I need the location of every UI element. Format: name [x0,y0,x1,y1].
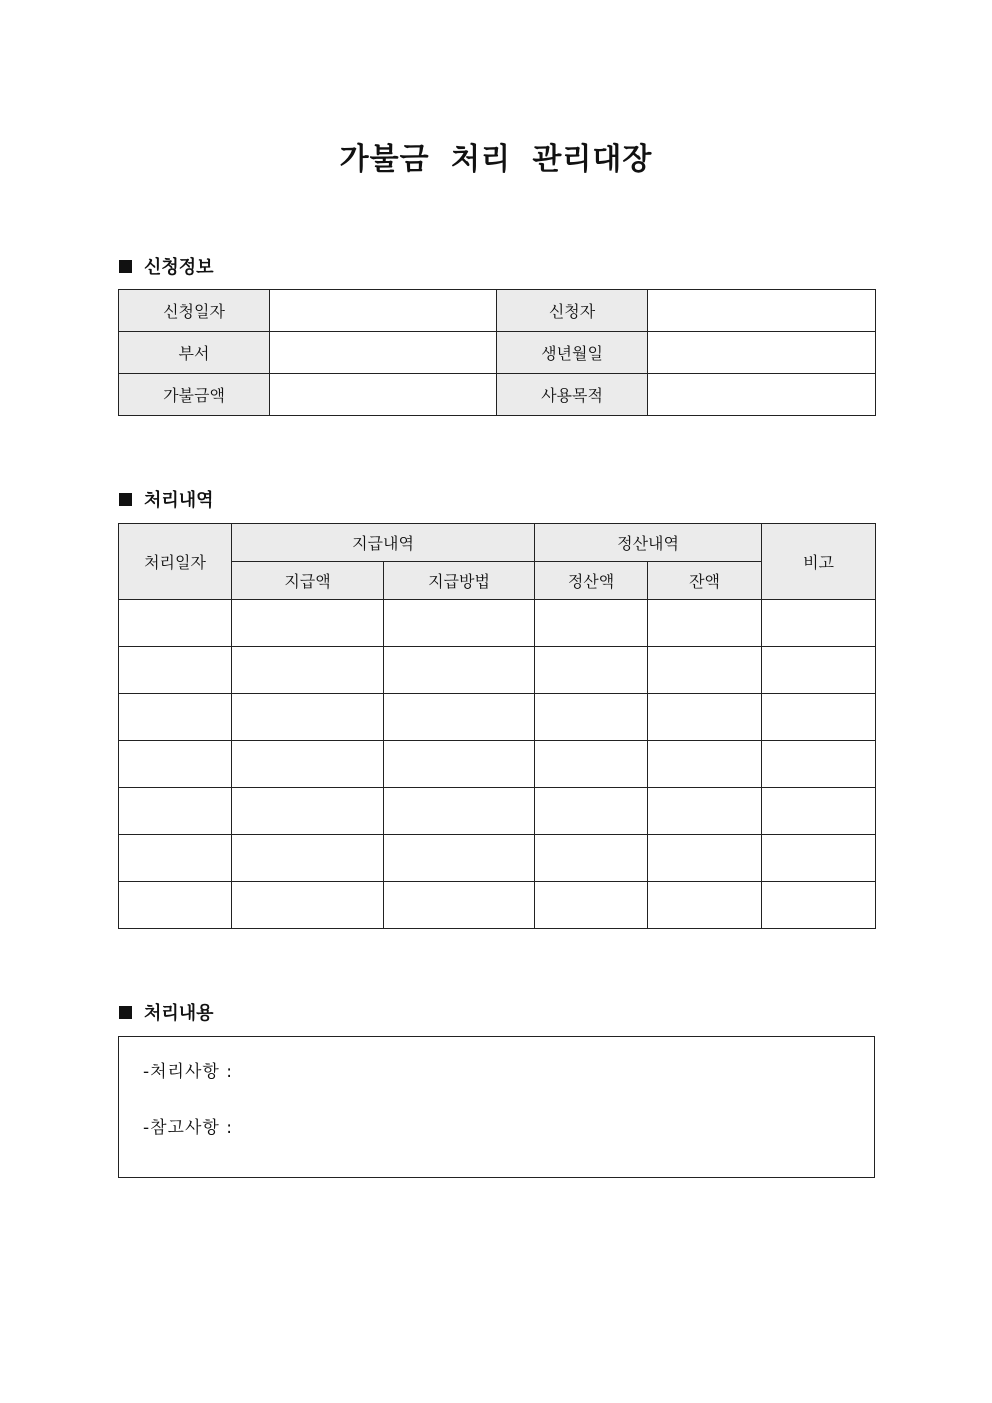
table-row [119,600,876,647]
value-cell-applicant[interactable] [648,290,876,332]
table-cell[interactable] [535,882,648,929]
header-balance: 잔액 [648,562,762,600]
table-cell[interactable] [535,647,648,694]
header-settlement-group: 정산내역 [535,524,762,562]
table-cell[interactable] [535,694,648,741]
info-row [119,374,876,416]
table-cell[interactable] [384,647,535,694]
table-cell[interactable] [648,600,762,647]
table-cell[interactable] [762,835,876,882]
section-heading-content [119,999,214,1025]
table-cell[interactable] [384,882,535,929]
table-cell[interactable] [648,788,762,835]
label-cell: 사용목적 [497,374,648,416]
table-cell[interactable] [119,882,232,929]
table-cell[interactable] [762,788,876,835]
table-row [119,788,876,835]
table-cell[interactable] [762,741,876,788]
info-table [118,289,876,416]
table-cell[interactable] [232,647,384,694]
table-cell[interactable] [384,835,535,882]
value-cell-application-date[interactable] [270,290,497,332]
label-cell: 신청일자 [119,290,270,332]
note-line-reference-items: -참고사항 : [143,1118,233,1138]
table-row [119,882,876,929]
value-cell-purpose[interactable] [648,374,876,416]
label-cell: 생년월일 [497,332,648,374]
info-row [119,290,876,332]
section-heading-label: 처리내용 [144,1003,214,1024]
square-bullet-icon [119,1006,132,1019]
section-heading-label: 처리내역 [144,490,214,511]
table-row [119,835,876,882]
header-payment-group: 지급내역 [232,524,535,562]
table-cell[interactable] [119,835,232,882]
table-cell[interactable] [762,647,876,694]
table-cell[interactable] [648,882,762,929]
table-cell[interactable] [535,788,648,835]
value-cell-department[interactable] [270,332,497,374]
table-cell[interactable] [119,600,232,647]
label-cell: 신청자 [497,290,648,332]
table-cell[interactable] [535,741,648,788]
square-bullet-icon [119,260,132,273]
table-cell[interactable] [119,694,232,741]
header-payment-method: 지급방법 [384,562,535,600]
section-heading-info [119,253,214,279]
table-cell[interactable] [762,694,876,741]
table-cell[interactable] [535,600,648,647]
value-cell-birthdate[interactable] [648,332,876,374]
table-cell[interactable] [384,694,535,741]
header-settlement-amount: 정산액 [535,562,648,600]
header-process-date: 처리일자 [119,524,232,600]
header-payment-amount: 지급액 [232,562,384,600]
table-cell[interactable] [119,741,232,788]
table-cell[interactable] [384,788,535,835]
table-row [119,694,876,741]
page-title: 가불금 처리 관리대장 [339,142,653,177]
table-row [119,647,876,694]
table-cell[interactable] [232,694,384,741]
table-cell[interactable] [384,741,535,788]
label-cell: 부서 [119,332,270,374]
table-cell[interactable] [232,835,384,882]
note-line-process-items: -처리사항 : [143,1062,233,1082]
table-cell[interactable] [648,694,762,741]
section-heading-label: 신청정보 [144,257,214,278]
table-cell[interactable] [648,741,762,788]
table-cell[interactable] [762,600,876,647]
section-heading-process [119,486,214,512]
process-content-box[interactable] [118,1036,875,1178]
process-table [118,523,876,929]
table-cell[interactable] [232,788,384,835]
table-cell[interactable] [232,741,384,788]
header-row [119,524,876,562]
table-cell[interactable] [119,788,232,835]
square-bullet-icon [119,493,132,506]
info-row [119,332,876,374]
table-cell[interactable] [648,647,762,694]
table-cell[interactable] [648,835,762,882]
header-remark: 비고 [762,524,876,600]
table-cell[interactable] [762,882,876,929]
table-cell[interactable] [232,882,384,929]
process-table-body [119,600,876,929]
table-cell[interactable] [119,647,232,694]
table-cell[interactable] [384,600,535,647]
table-row [119,741,876,788]
table-cell[interactable] [535,835,648,882]
table-cell[interactable] [232,600,384,647]
label-cell: 가불금액 [119,374,270,416]
value-cell-advance-amount[interactable] [270,374,497,416]
